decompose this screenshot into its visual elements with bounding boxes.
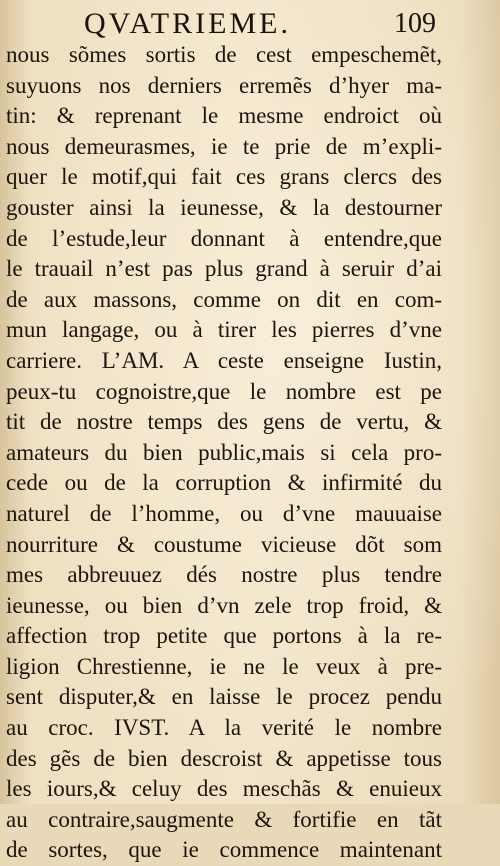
- text-line: ieunesse, ou bien d’vn zele trop froid, &: [6, 592, 442, 618]
- page-header: [84, 4, 436, 44]
- text-line: tin: & reprenant le mesme endroict où: [6, 103, 442, 129]
- page-number: 109: [394, 8, 436, 39]
- text-line: ligion Chrestienne, ie ne le veux à pre-: [6, 653, 442, 679]
- text-line: de aux massons, comme on dit en com-: [6, 286, 442, 312]
- text-line: mun langage, ou à tirer les pierres d’vne: [6, 317, 442, 343]
- text-line: cede ou de la corruption & infirmité du: [6, 470, 442, 496]
- text-line: peux-tu cognoistre,que le nombre est pe: [6, 378, 442, 404]
- text-line: amateurs du bien public,mais si cela pro-: [6, 439, 442, 465]
- text-line: suyuons nos derniers erremẽs d’hyer ma-: [6, 72, 442, 98]
- text-line: de l’estude,leur donnant à entendre,que: [6, 225, 442, 251]
- text-line: affection trop petite que portons à la re-: [6, 623, 442, 649]
- text-line: le trauail n’est pas plus grand à seruir d’ai: [6, 256, 442, 282]
- text-line: au contraire,saugmente & fortifie en tãt: [6, 806, 442, 832]
- text-line: mes abbreuuez dés nostre plus tendre: [6, 562, 442, 588]
- text-line: naturel de l’homme, ou d’vne mauuaise: [6, 500, 442, 526]
- running-head: QVATRIEME.: [84, 7, 291, 40]
- text-line: gouster ainsi la ieunesse, & la destourner: [6, 194, 442, 220]
- text-line: carriere. L’AM. A ceste enseigne Iustin,: [6, 347, 442, 373]
- text-line: nous sõmes sortis de cest empeschemẽt,: [6, 42, 442, 67]
- body-text: [6, 40, 442, 866]
- text-line: des gẽs de bien descroist & appetisse tous: [6, 745, 442, 771]
- text-line: nourriture & coustume vicieuse dõt som: [6, 531, 442, 557]
- text-line: de sortes, que ie commence maintenant: [6, 837, 442, 863]
- text-line: nous demeurasmes, ie te prie de m’expli-: [6, 133, 442, 159]
- text-line: au croc. IVST. A la verité le nombre: [6, 715, 442, 741]
- text-line: les iours,& celuy des meschãs & enuieux: [6, 776, 442, 802]
- text-line: sent disputer,& en laisse le procez pendu: [6, 684, 442, 710]
- text-line: tit de nostre temps des gens de vertu, &: [6, 409, 442, 435]
- text-line: quer le motif,qui fait ces grans clercs des: [6, 164, 442, 190]
